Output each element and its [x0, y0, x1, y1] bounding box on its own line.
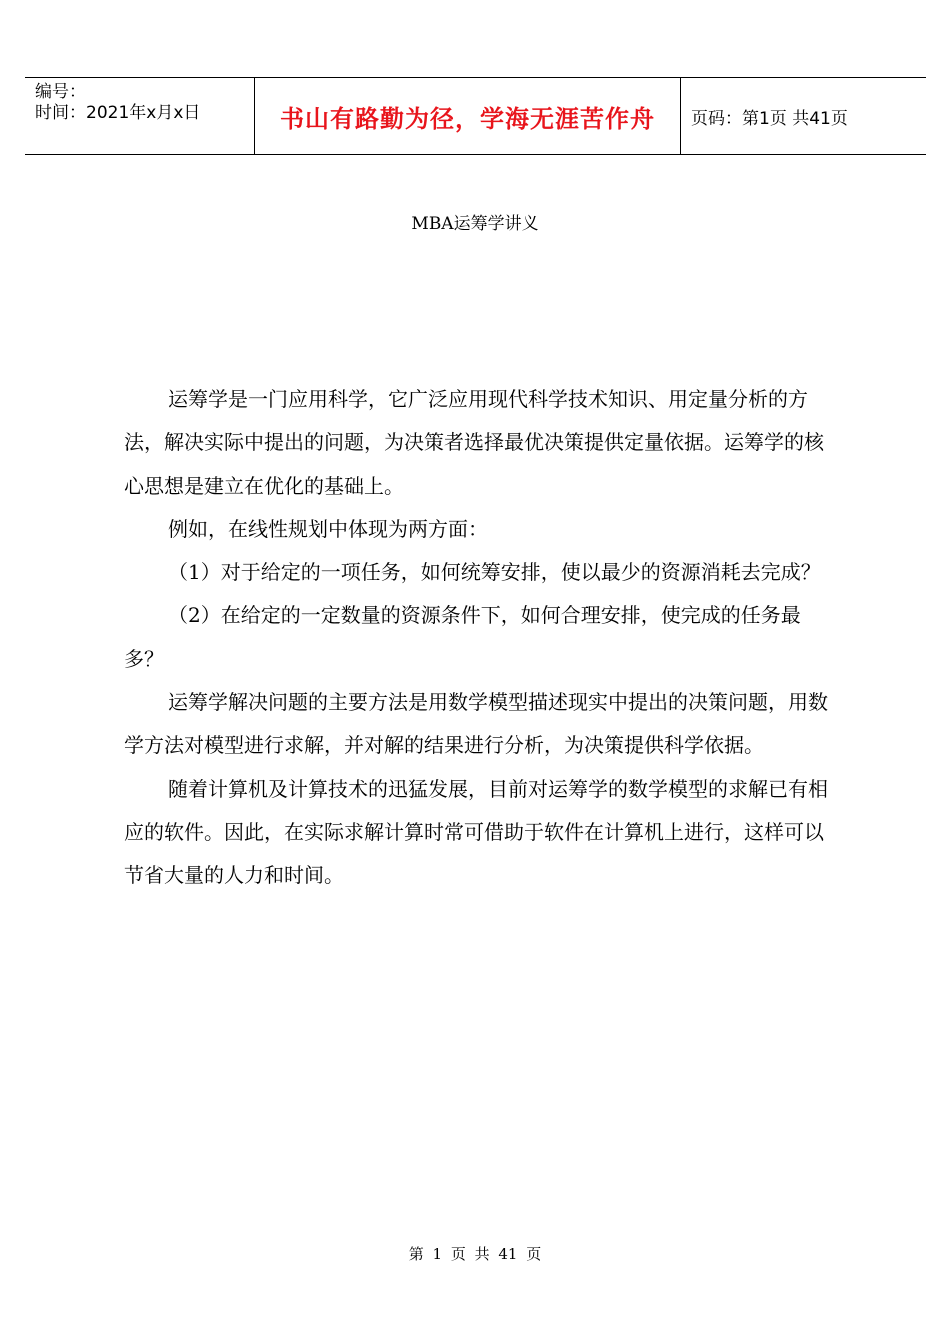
header-motto: 书山有路勤为径，学海无涯苦作舟	[280, 104, 655, 133]
header-left-cell	[25, 78, 254, 154]
list-item: （2）在给定的一定数量的资源条件下，如何合理安排，使完成的任务最多？	[124, 603, 801, 671]
page-header	[25, 77, 926, 155]
document-body	[124, 378, 836, 898]
page-footer: 第 1 页 共 41 页	[408, 1245, 542, 1263]
document-time-label: 时间：2021年x月x日	[35, 103, 201, 123]
document-number-label: 编号：	[35, 82, 86, 102]
body-paragraph: 运筹学是一门应用科学，它广泛应用现代科学技术知识、用定量分析的方法，解决实际中提出的问题，为决策者选择最优决策提供定量依据。运筹学的核心思想是建立在优化的基础上。	[124, 387, 824, 498]
body-paragraph: 例如，在线性规划中体现为两方面：	[168, 516, 488, 541]
list-item: （1）对于给定的一项任务，如何统筹安排，使以最少的资源消耗去完成？	[168, 560, 821, 585]
document-title: MBA运筹学讲义	[411, 214, 539, 234]
header-page-info-cell	[681, 78, 926, 154]
body-paragraph: 随着计算机及计算技术的迅猛发展，目前对运筹学的数学模型的求解已有相应的软件。因此，在实际求解计算时常可借助于软件在计算机上进行，这样可以节省大量的人力和时间。	[124, 776, 828, 888]
header-page-info: 页码：第1页 共41页	[691, 108, 848, 129]
header-motto-cell	[254, 78, 681, 154]
body-paragraph: 运筹学解决问题的主要方法是用数学模型描述现实中提出的决策问题，用数学方法对模型进行求解，并对解的结果进行分析，为决策提供科学依据。	[124, 690, 828, 758]
